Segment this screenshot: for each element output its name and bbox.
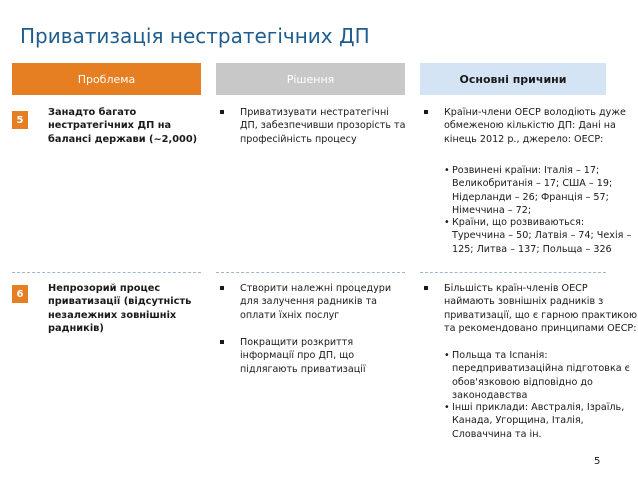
- cause-bullet: Країни-члени ОЕСР володіють дуже обмеженою кількістю ДП: Дані на кінець 2012 р., джерело: ОЕСР:: [420, 106, 638, 146]
- cause-sub-bullet: • Польща та Іспанія: передприватизаційна підготовка є обов'язковою відповідно до законодавства: [440, 349, 634, 403]
- page-title: Приватизація нестратегічних ДП: [20, 24, 370, 48]
- cause-sub-bullet: • Розвинені країни: Італія – 17; Великобританія – 17; США – 19; Нідерланди – 26; Франція – 57; Німеччина – 72;: [440, 164, 634, 218]
- page-number: 5: [594, 456, 601, 467]
- header-problem: Проблема: [12, 63, 201, 95]
- problem-text: Непрозорий процес приватизації (відсутність незалежних зовнішніх радників): [48, 283, 192, 335]
- solution-bullet: Покращити розкриття інформації про ДП, що підлягають приватизації: [216, 336, 406, 376]
- row-number-badge: 5: [12, 111, 28, 129]
- cause-sub-bullet: • Інші приклади: Австралія, Ізраїль, Канада, Угорщина, Італія, Словаччина та ін.: [440, 401, 634, 441]
- row-divider: [420, 272, 606, 273]
- row-number-badge: 6: [12, 285, 28, 303]
- cause-bullet: Більшість країн-членів ОЕСР наймають зовнішніх радників з приватизації, що є гарною практикою та рекомендовано принципами ОЕСР:: [420, 282, 638, 336]
- cause-sub-bullet: • Країни, що розвиваються: Туреччина – 50; Латвія – 74; Чехія – 125; Литва – 137; Польща – 326: [440, 216, 634, 256]
- problem-text: Занадто багато нестратегічних ДП на балансі держави (~2,000): [48, 107, 198, 145]
- row-divider: [12, 272, 201, 273]
- row-divider: [216, 272, 405, 273]
- solution-bullet: Створити належні процедури для залучення радників та оплати їхніх послуг: [216, 282, 406, 322]
- solution-bullet: Приватизувати нестратегічні ДП, забезпечивши прозорість та професійність процесу: [216, 106, 406, 146]
- header-causes: Основні причини: [420, 63, 606, 95]
- header-solution: Рішення: [216, 63, 405, 95]
